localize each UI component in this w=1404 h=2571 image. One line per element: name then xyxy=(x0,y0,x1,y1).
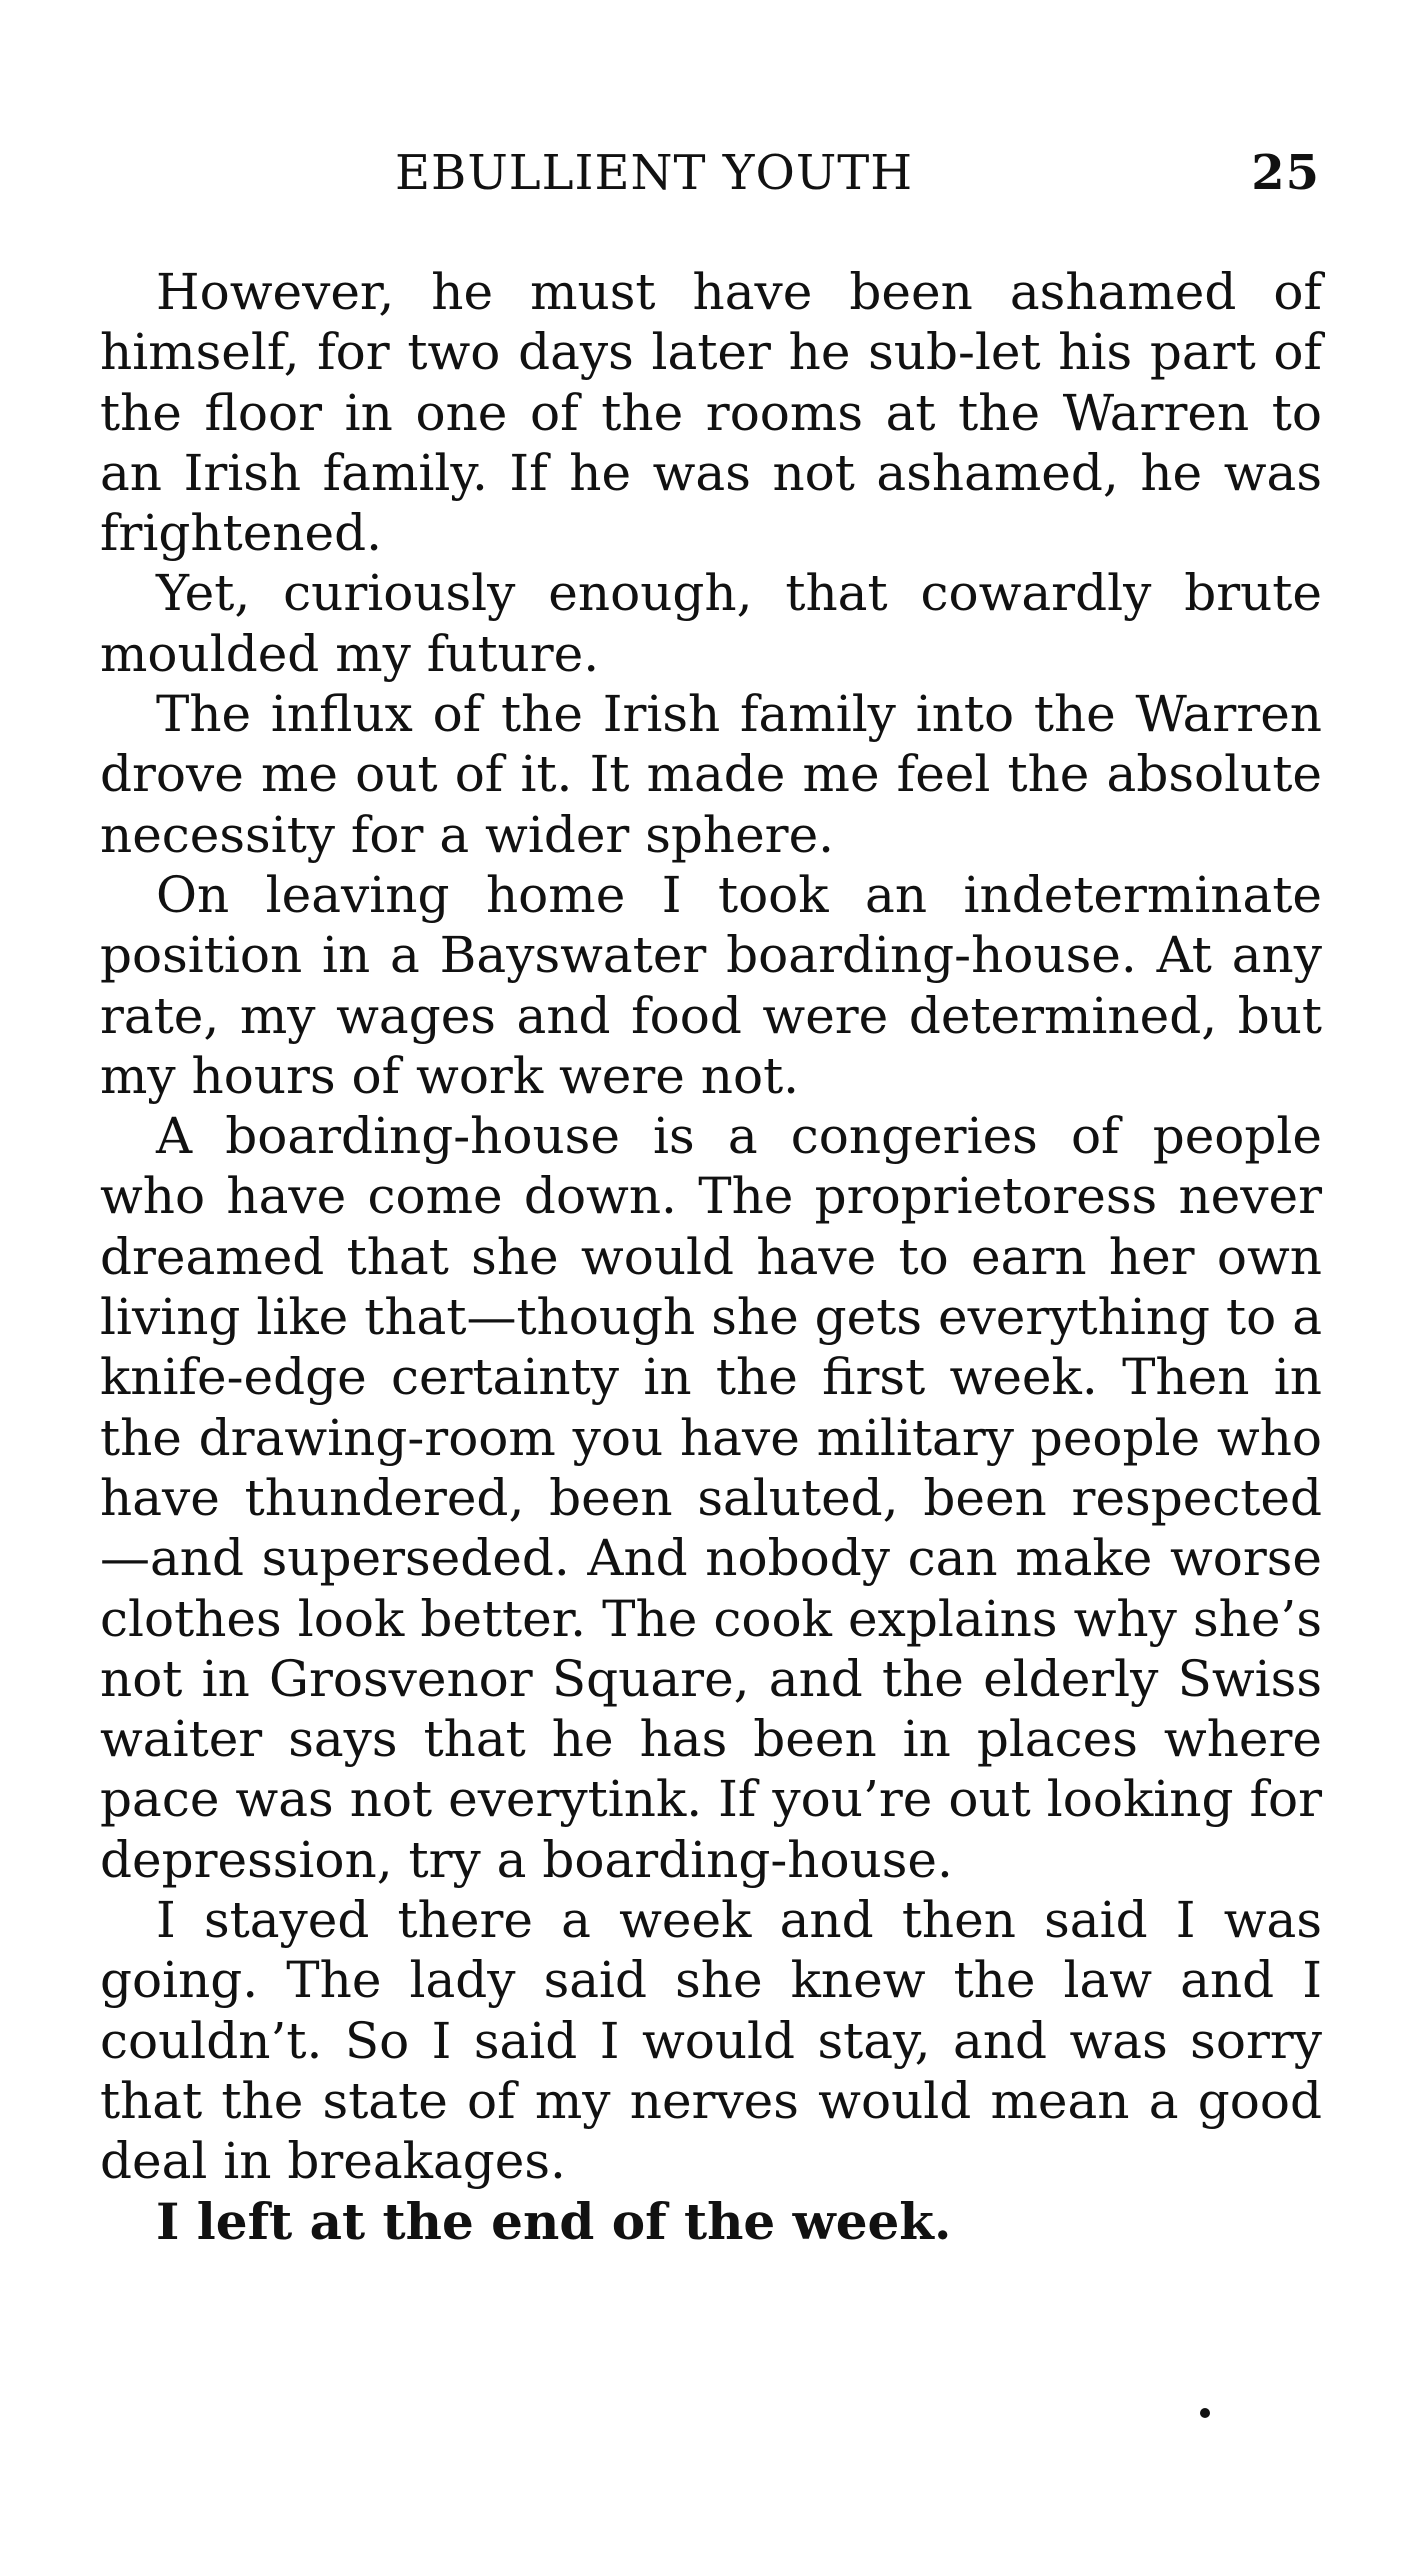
paragraph-2: Yet, curiously enough, that cowardly brute moulded my future. xyxy=(100,564,1322,683)
paragraph-3: The influx of the Irish family into the Warren drove me out of it. It made me feel the absolute necessity for a wider sphere. xyxy=(100,685,1322,864)
paragraph-6: I stayed there a week and then said I was going. The lady said she knew the law and I couldn’t. So I said I would stay, and was sorry that the state of my nerves would mean a good deal in breakages. xyxy=(100,1891,1322,2191)
paragraph-5: A boarding-house is a congeries of people who have come down. The proprietoress never dreamed that she would have to earn her own living like that—though she gets everything to a knife-edge certainty in the first week. Then in the drawing-room you have military people who have thundered, been saluted, been respected—and superseded. And nobody can make worse clothes look better. The cook explains why she’s not in Grosvenor Square, and the elderly Swiss waiter says that he has been in places where pace was not everytink. If you’re out looking for depression, try a boarding-house. xyxy=(100,1107,1322,1889)
paragraph-7: I left at the end of the week. xyxy=(156,2191,952,2251)
paragraph-1: However, he must have been ashamed of himself, for two days later he sub-let his part of the floor in one of the rooms at the Warren to an Irish family. If he was not ashamed, he was frightened. xyxy=(100,263,1322,563)
page-number: 25 xyxy=(1251,145,1320,201)
running-title: EBULLIENT YOUTH xyxy=(395,145,914,201)
body-text xyxy=(100,262,1322,2252)
paragraph-4: On leaving home I took an indeterminate position in a Bayswater boarding-house. At any rate, my wages and food were determined, but my hours of work were not. xyxy=(100,865,1322,1105)
ink-speck xyxy=(1200,2408,1210,2418)
running-head xyxy=(105,138,1320,208)
